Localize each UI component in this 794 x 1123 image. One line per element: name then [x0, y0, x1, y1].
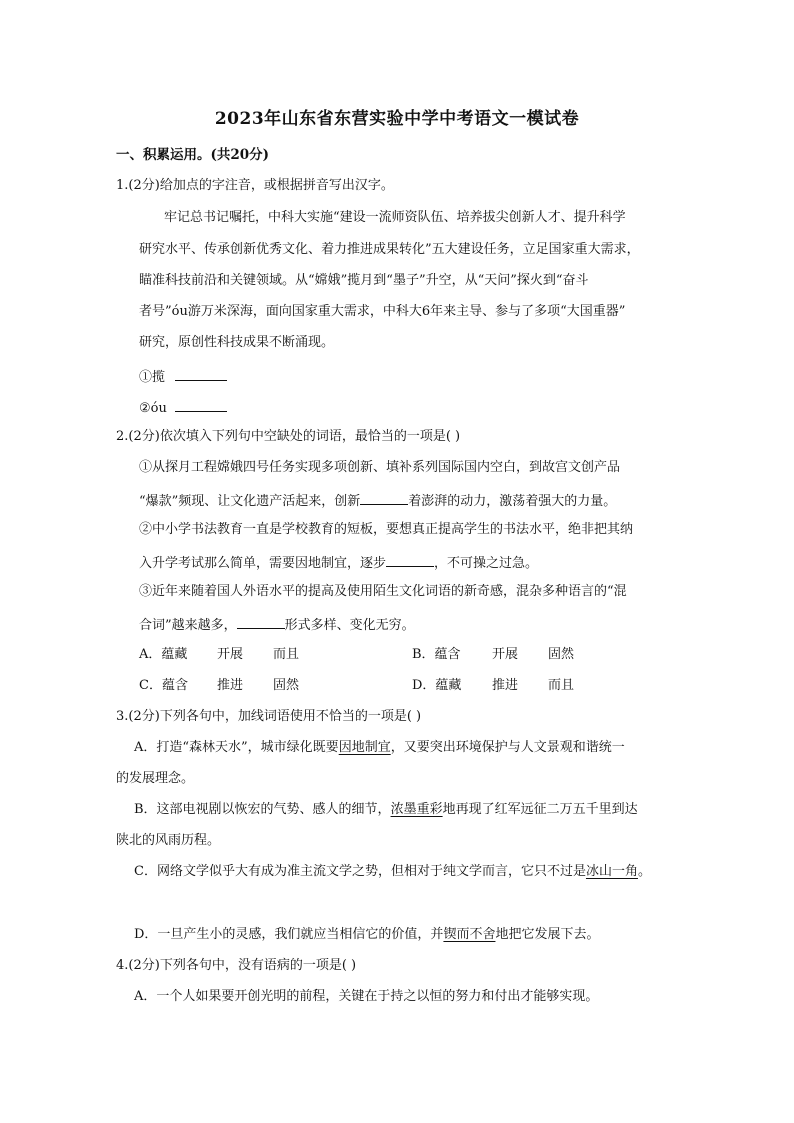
underlined-phrase: 冰山一角 [585, 864, 638, 879]
underlined-phrase: 锲而不舍 [443, 927, 496, 942]
underlined-phrase: 浓墨重彩 [390, 802, 443, 817]
option-word: 固然 [548, 647, 575, 662]
q1-answer-label: ②óu [139, 401, 167, 416]
option-a[interactable] [139, 646, 299, 664]
option-b[interactable] [412, 646, 574, 664]
q2-sentence-line: ①从探月工程嫦娥四号任务实现多项创新、填补系列国际国内空白，到故宫文创产品 [139, 460, 621, 475]
page-title: 2023年山东省东营实验中学中考语文一模试卷 [214, 109, 580, 129]
q2-sentence-line [139, 614, 415, 635]
q1-answer-1 [139, 366, 227, 387]
question-3-stem: 3.(2分)下列各句中，加线词语使用不恰当的一项是( ) [116, 709, 422, 724]
question-4-stem: 4.(2分)下列各句中，没有语病的一项是( ) [116, 958, 357, 973]
q3-option-c[interactable] [134, 863, 651, 881]
q3-text: 。 [637, 864, 651, 879]
q3-text: 地把它发展下去。 [495, 927, 600, 942]
q2-text: “爆款”频现、让文化遗产活起来，创新 [139, 494, 361, 509]
q3-option-b[interactable] [134, 801, 638, 819]
option-word: C．蕴含 [139, 678, 188, 693]
option-word: 开展 [217, 647, 244, 662]
answer-blank[interactable] [175, 366, 227, 381]
q1-passage-line: 牢记总书记嘱托，中科大实施“建设一流师资队伍、培养拔尖创新人才、提升科学 [164, 210, 626, 225]
q2-text: 着澎湃的动力，激荡着强大的力量。 [408, 494, 617, 509]
q3-option-d[interactable] [134, 926, 599, 944]
q2-sentence-line [139, 490, 616, 511]
option-c[interactable] [139, 677, 299, 695]
q1-passage-line: 研究水平、传承创新优秀文化、着力推进成果转化”五大建设任务，立足国家重大需求， [139, 242, 640, 257]
q1-passage-line: 研究，原创性科技成果不断涌现。 [139, 335, 335, 350]
q3-text: ，又要突出环境保护与人文景观和谐统一 [390, 740, 625, 755]
question-1-stem: 1.(2分)给加点的字注音，或根据拼音写出汉字。 [116, 178, 394, 193]
option-word: 开展 [492, 647, 519, 662]
q1-passage-line: 者号”óu游万米深海，面向国家重大需求，中科大6年来主导、参与了多项“大国重器” [139, 304, 626, 319]
q1-passage-line: 瞄准科技前沿和关键领域。从“嫦娥”揽月到“墨子”升空，从“天问”探火到“奋斗 [139, 273, 589, 288]
option-word: 推进 [217, 678, 244, 693]
option-word: 推进 [492, 678, 519, 693]
option-d[interactable] [412, 677, 574, 695]
q4-option-a[interactable]: A．一个人如果要开创光明的前程，关键在于持之以恒的努力和付出才能够实现。 [134, 989, 599, 1004]
section-heading: 一、积累运用。(共20分) [116, 147, 270, 163]
option-word: 而且 [273, 647, 300, 662]
q2-text: 形式多样、变化无穷。 [284, 618, 415, 633]
option-word: A．蕴藏 [139, 647, 188, 662]
option-word: D．蕴藏 [412, 678, 462, 693]
option-word: B．蕴含 [412, 647, 461, 662]
answer-blank[interactable] [386, 552, 434, 567]
q3-text: 地再现了红军远征二万五千里到达 [442, 802, 638, 817]
option-word: 固然 [273, 678, 300, 693]
question-2-stem: 2.(2分)依次填入下列句中空缺处的词语，最恰当的一项是( ) [116, 429, 461, 444]
q3-option-b-cont: 陕北的风雨历程。 [116, 833, 221, 848]
q3-text: D．一旦产生小的灵感，我们就应当相信它的价值，并 [134, 927, 444, 942]
q2-text: 合词”越来越多， [139, 618, 237, 633]
q3-option-a-cont: 的发展理念。 [116, 771, 195, 786]
q3-text: B．这部电视剧以恢宏的气势、感人的细节， [134, 802, 391, 817]
q3-text: A．打造“森林天水”，城市绿化既要 [134, 740, 339, 755]
q2-sentence-line: ③近年来随着国人外语水平的提高及使用陌生文化词语的新奇感，混杂多种语言的“混 [139, 584, 627, 599]
q2-text: ，不可操之过急。 [434, 556, 539, 571]
answer-blank[interactable] [237, 614, 285, 629]
q2-sentence-line: ②中小学书法教育一直是学校教育的短板，要想真正提高学生的书法水平，绝非把其纳 [139, 522, 634, 537]
underlined-phrase: 因地制宜 [338, 740, 391, 755]
q2-text: 入升学考试那么简单，需要因地制宜，逐步 [139, 556, 387, 571]
q3-option-a[interactable] [134, 739, 625, 757]
q1-answer-2 [139, 397, 227, 418]
q2-sentence-line [139, 552, 538, 573]
answer-blank[interactable] [360, 490, 408, 505]
option-word: 而且 [548, 678, 575, 693]
q3-text: C．网络文学似乎大有成为准主流文学之势，但相对于纯文学而言，它只不过是 [134, 864, 586, 879]
q1-answer-label: ①揽 [139, 370, 166, 385]
answer-blank[interactable] [175, 397, 227, 412]
